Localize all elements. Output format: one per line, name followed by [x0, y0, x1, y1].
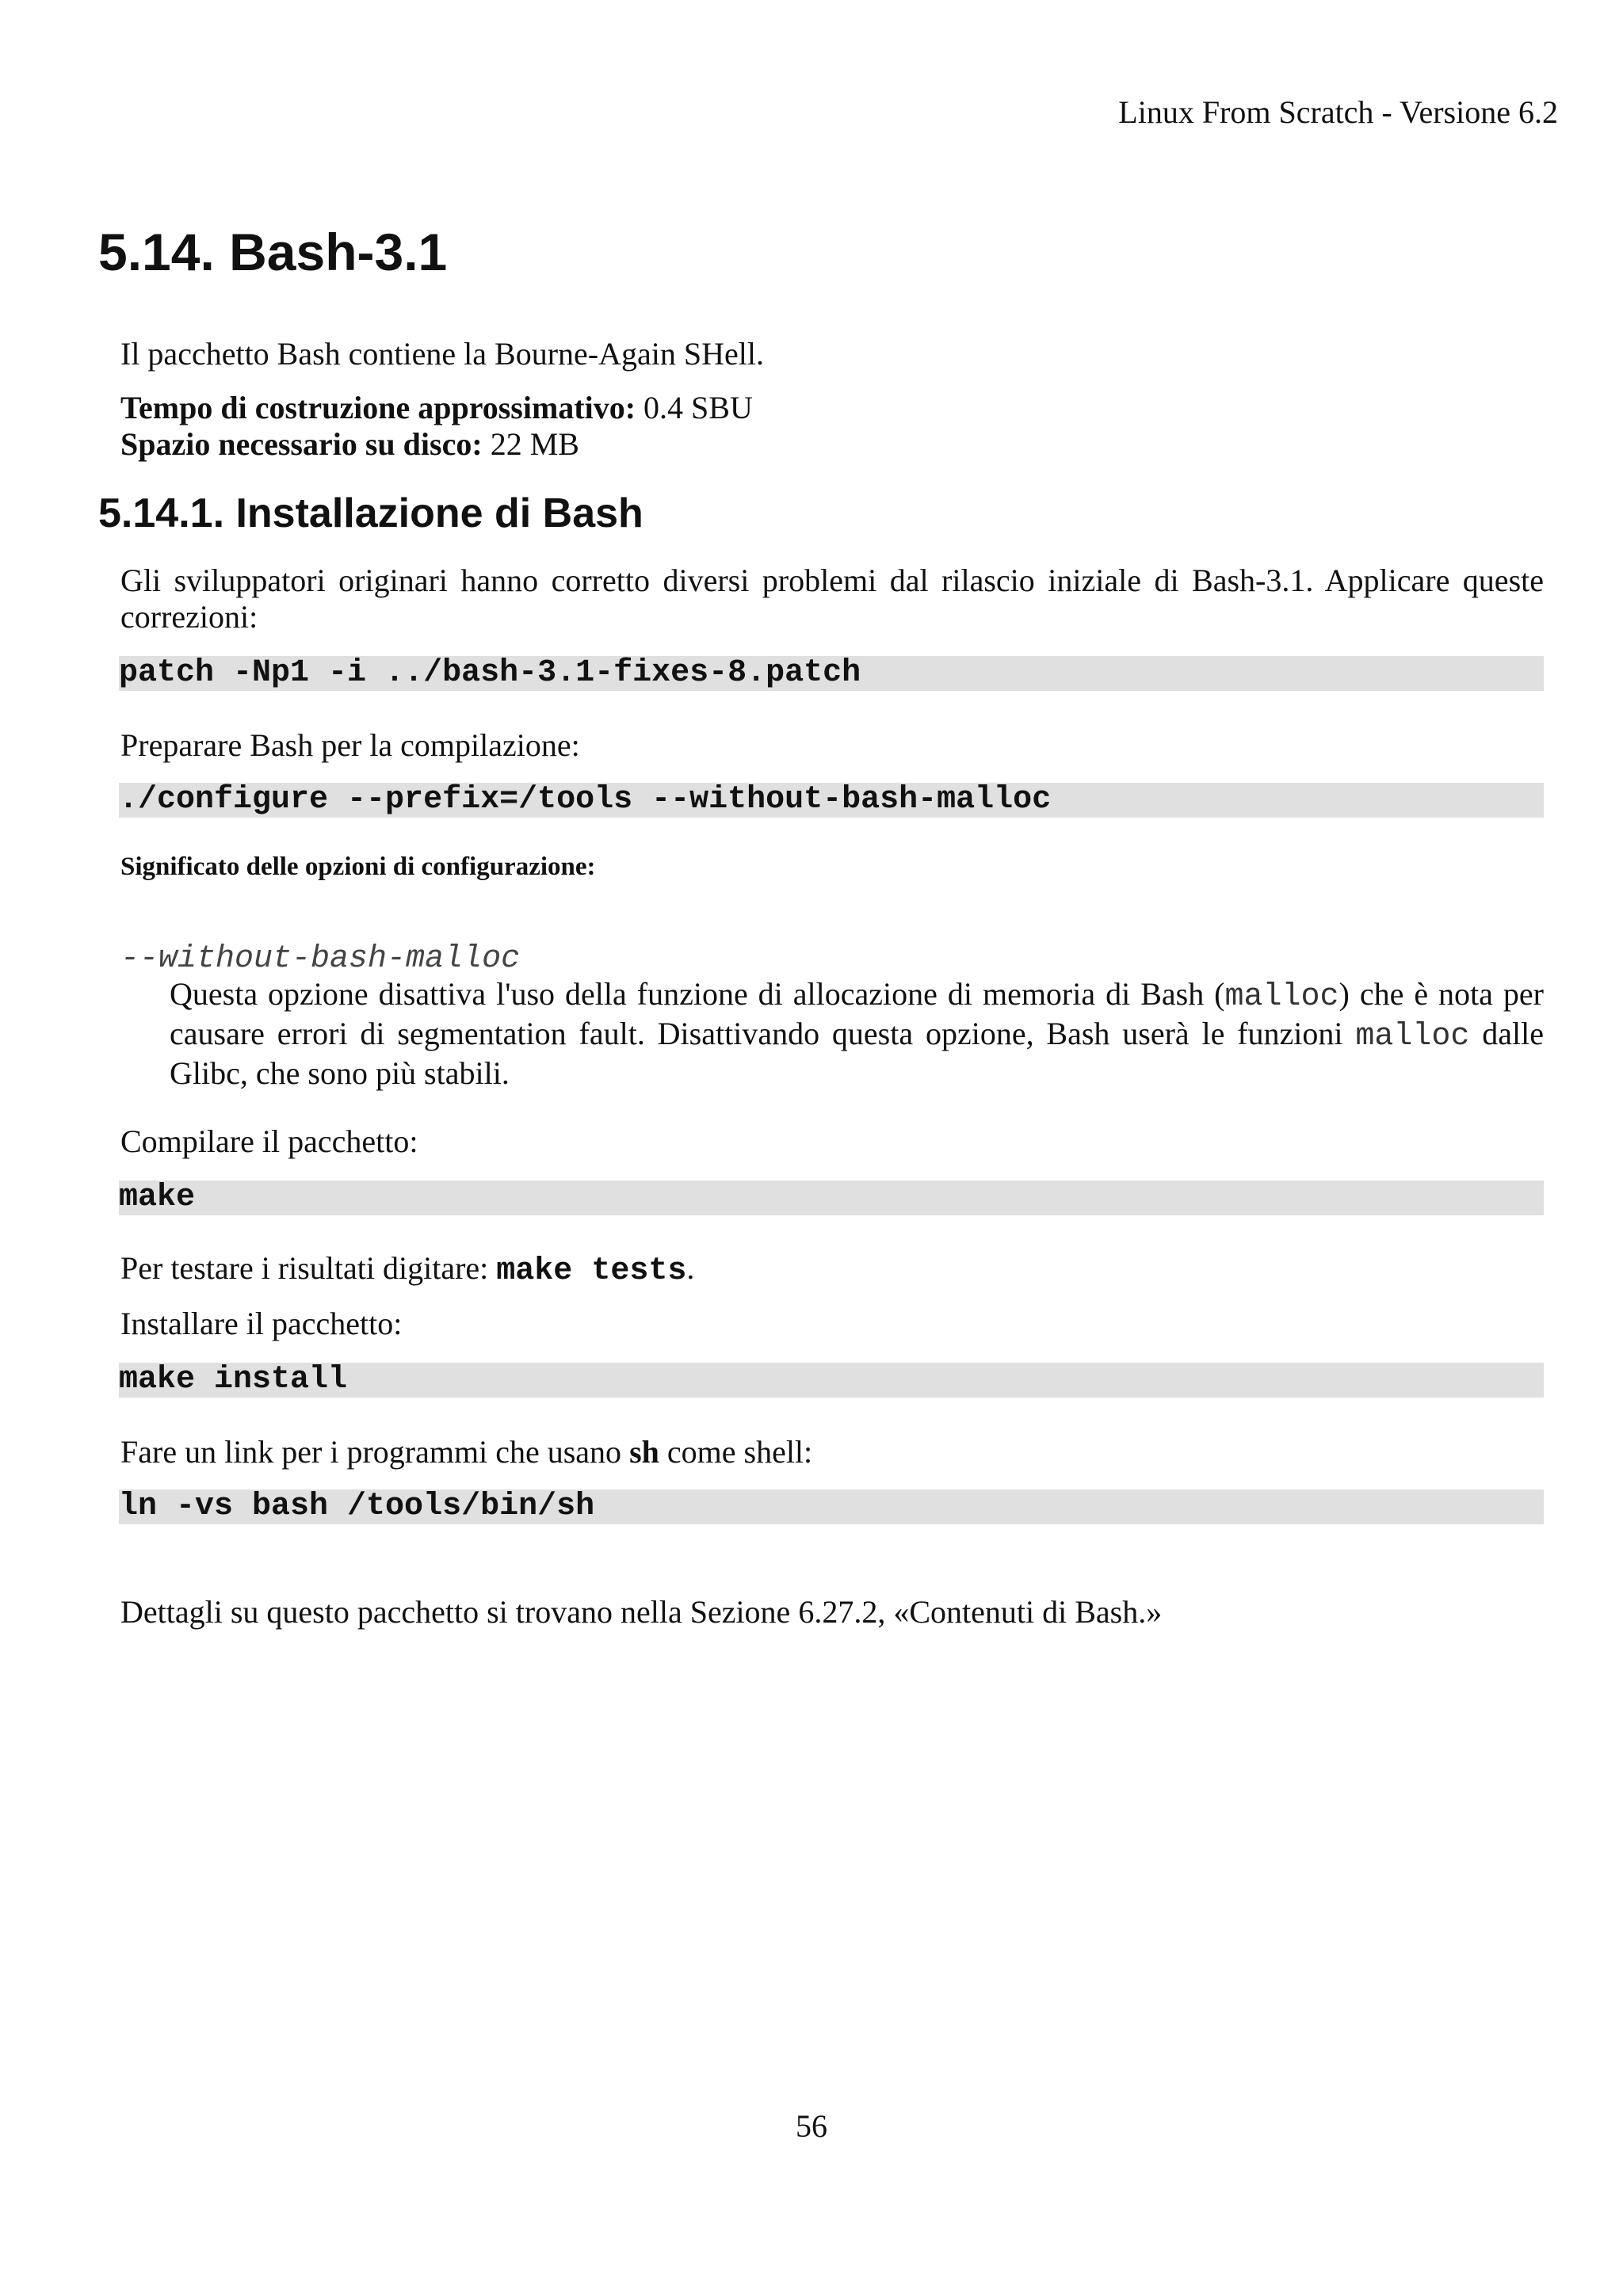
build-time-value: 0.4 SBU	[643, 390, 753, 425]
disk-space-line	[120, 426, 1544, 463]
build-time-label: Tempo di costruzione approssimativo:	[120, 390, 636, 425]
install-command: make install	[119, 1363, 1544, 1398]
option-term: --without-bash-malloc	[120, 941, 521, 977]
patch-command: patch -Np1 -i ../bash-3.1-fixes-8.patch	[119, 656, 1544, 691]
prepare-paragraph: Preparare Bash per la compilazione:	[120, 727, 580, 763]
details-paragraph: Dettagli su questo pacchetto si trovano nella Sezione 6.27.2, «Contenuti di Bash.»	[120, 1594, 1163, 1630]
malloc-code: malloc	[1224, 979, 1339, 1015]
test-paragraph	[120, 1250, 1544, 1290]
link-paragraph	[120, 1434, 1544, 1470]
running-header: Linux From Scratch - Versione 6.2	[1118, 94, 1558, 130]
malloc-code: malloc	[1355, 1019, 1470, 1055]
intro-paragraph: Il pacchetto Bash contiene la Bourne-Again SHell.	[120, 336, 764, 372]
subsection-title: 5.14.1. Installazione di Bash	[98, 490, 643, 536]
test-command: make tests	[496, 1253, 687, 1289]
configure-command: ./configure --prefix=/tools --without-bash-malloc	[119, 783, 1544, 818]
install-paragraph: Installare il pacchetto:	[120, 1306, 403, 1341]
link-command: ln -vs bash /tools/bin/sh	[119, 1489, 1544, 1524]
sh-term: sh	[629, 1434, 659, 1470]
build-info	[120, 390, 1544, 463]
make-command: make	[119, 1180, 1544, 1215]
option-description	[170, 976, 1544, 1092]
test-text: Per testare i risultati digitare:	[120, 1250, 497, 1286]
options-heading: Significato delle opzioni di configurazione:	[120, 852, 596, 881]
disk-space-value: 22 MB	[490, 426, 579, 462]
section-title: 5.14. Bash-3.1	[98, 223, 448, 281]
option-desc-part-3: dalle Glibc, che sono più stabili.	[170, 1016, 1545, 1091]
link-text-end: come shell:	[659, 1434, 813, 1470]
test-text-end: .	[686, 1250, 695, 1286]
build-time-line	[120, 390, 1544, 426]
fixes-paragraph: Gli sviluppatori originari hanno corretto diversi problemi dal rilascio iniziale di Bash-3.1. Applicare queste correzioni:	[120, 563, 1544, 635]
option-desc-part-2: ) che è nota per causare errori di segmentation fault. Disattivando questa opzione, Bash userà le funzioni	[170, 976, 1544, 1051]
option-desc-part-1: Questa opzione disattiva l'uso della funzione di allocazione di memoria di Bash (	[170, 976, 1225, 1012]
compile-paragraph: Compilare il pacchetto:	[120, 1123, 418, 1159]
disk-space-label: Spazio necessario su disco:	[120, 426, 483, 462]
page-number: 56	[796, 2108, 827, 2144]
link-text: Fare un link per i programmi che usano	[120, 1434, 630, 1470]
